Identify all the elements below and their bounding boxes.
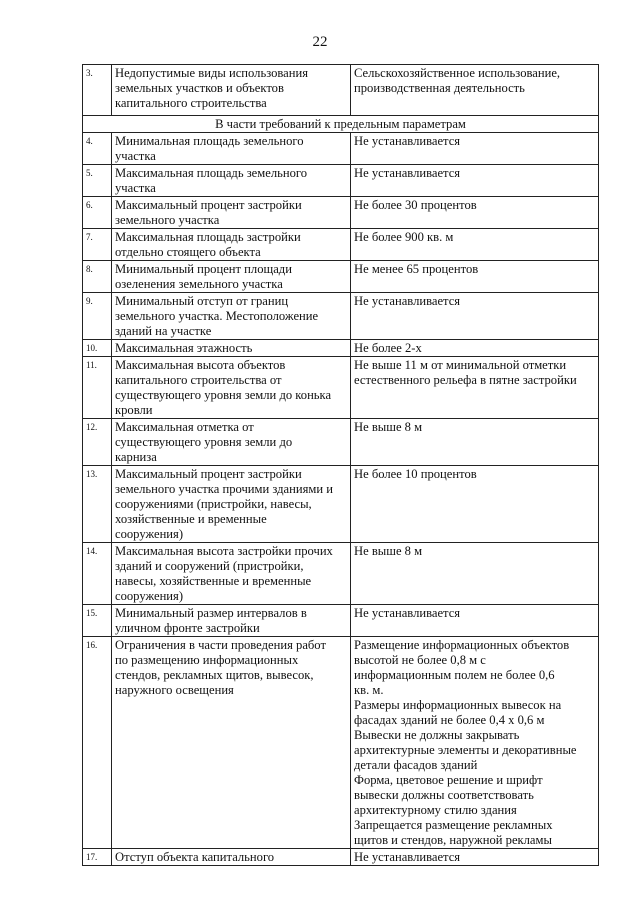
parameter-name: Недопустимые виды использования земельных участков и объектов капитального строительства: [112, 65, 351, 116]
table-row: [83, 65, 599, 116]
table-row: [83, 229, 599, 261]
parameter-value: Не устанавливается: [351, 605, 599, 637]
table-row: [83, 133, 599, 165]
parameter-value: Не устанавливается: [351, 293, 599, 340]
row-number: 3.: [83, 65, 112, 116]
table-row: [83, 543, 599, 605]
parameter-name: Максимальный процент застройки земельного участка: [112, 197, 351, 229]
row-number: 7.: [83, 229, 112, 261]
table-row: [83, 419, 599, 466]
row-number: 4.: [83, 133, 112, 165]
parameter-value: Не более 30 процентов: [351, 197, 599, 229]
parameter-value: Не более 2-х: [351, 340, 599, 357]
page-number: 22: [312, 34, 328, 50]
table-row: [83, 165, 599, 197]
row-number: 15.: [83, 605, 112, 637]
parameter-name: Максимальная площадь застройки отдельно стоящего объекта: [112, 229, 351, 261]
section-header: В части требований к предельным параметрам: [83, 116, 599, 133]
parameter-name: Минимальный размер интервалов в уличном фронте застройки: [112, 605, 351, 637]
parameter-value: Не более 900 кв. м: [351, 229, 599, 261]
row-number: 11.: [83, 357, 112, 419]
parameter-name: Минимальный процент площади озеленения земельного участка: [112, 261, 351, 293]
table-row: [83, 261, 599, 293]
table-row: [83, 197, 599, 229]
row-number: 9.: [83, 293, 112, 340]
table-row: [83, 605, 599, 637]
parameter-name: Максимальная отметка от существующего уровня земли до карниза: [112, 419, 351, 466]
regulations-table: [82, 64, 599, 866]
row-number: 5.: [83, 165, 112, 197]
row-number: 17.: [83, 849, 112, 866]
parameter-value: Сельскохозяйственное использование, производственная деятельность: [351, 65, 599, 116]
parameter-value: Не выше 8 м: [351, 543, 599, 605]
parameter-name: Ограничения в части проведения работ по размещению информационных стендов, рекламных щитов, вывесок, наружного освещения: [112, 637, 351, 849]
parameter-value: Не более 10 процентов: [351, 466, 599, 543]
row-number: 6.: [83, 197, 112, 229]
parameter-name: Максимальная площадь земельного участка: [112, 165, 351, 197]
regulations-table-body: [83, 65, 599, 866]
table-row: [83, 357, 599, 419]
parameter-name: Минимальная площадь земельного участка: [112, 133, 351, 165]
row-number: 8.: [83, 261, 112, 293]
parameter-value: Не выше 8 м: [351, 419, 599, 466]
row-number: 12.: [83, 419, 112, 466]
section-header-row: [83, 116, 599, 133]
parameter-name: Максимальный процент застройки земельного участка прочими зданиями и сооружениями (пристройки, навесы, хозяйственные и временные сооружения): [112, 466, 351, 543]
parameter-value: Не устанавливается: [351, 133, 599, 165]
row-number: 13.: [83, 466, 112, 543]
row-number: 14.: [83, 543, 112, 605]
parameter-value: Не устанавливается: [351, 165, 599, 197]
table-row: [83, 293, 599, 340]
parameter-name: Максимальная этажность: [112, 340, 351, 357]
row-number: 16.: [83, 637, 112, 849]
parameter-value: Не менее 65 процентов: [351, 261, 599, 293]
table-row: [83, 340, 599, 357]
parameter-value: Не устанавливается: [351, 849, 599, 866]
table-row: [83, 637, 599, 849]
table-row: [83, 849, 599, 866]
parameter-name: Минимальный отступ от границ земельного участка. Местоположение зданий на участке: [112, 293, 351, 340]
parameter-name: Максимальная высота застройки прочих зданий и сооружений (пристройки, навесы, хозяйственные и временные сооружения): [112, 543, 351, 605]
table-row: [83, 466, 599, 543]
parameter-name: Отступ объекта капитального: [112, 849, 351, 866]
row-number: 10.: [83, 340, 112, 357]
parameter-name: Максимальная высота объектов капитального строительства от существующего уровня земли до конька кровли: [112, 357, 351, 419]
parameter-value: Не выше 11 м от минимальной отметки естественного рельефа в пятне застройки: [351, 357, 599, 419]
parameter-value: Размещение информационных объектов высотой не более 0,8 м с информационным полем не более 0,6 кв. м. Размеры информационных вывесок на фасадах зданий не более 0,4 х 0,6 м Вывески не должны закрывать архитектурные элементы и декоративные детали фасадов зданий Форма, цветовое решение и шрифт вывески должны соответствовать архитектурному стилю здания Запрещается размещение рекламных щитов и стендов, наружной рекламы: [351, 637, 599, 849]
